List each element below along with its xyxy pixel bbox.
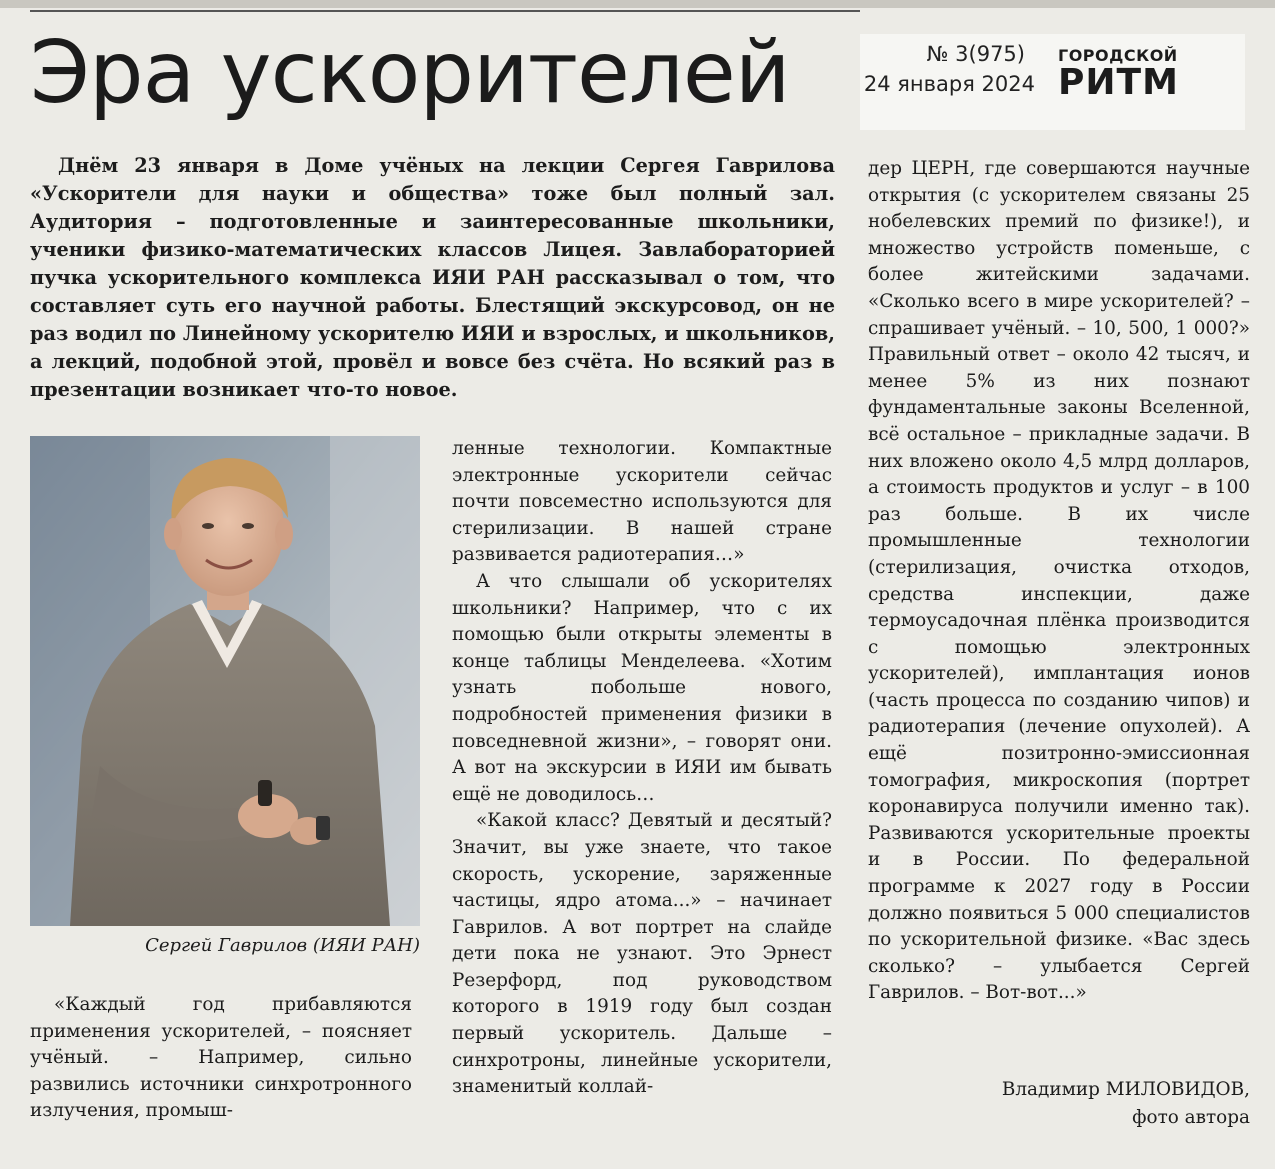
- paragraph: ленные технологии. Компактные электронные ускорители сейчас почти повсеместно используются для стерилизации. В нашей стране развивается радиотерапия…»: [452, 438, 832, 566]
- brand-title: РИТМ: [1058, 62, 1179, 103]
- article-lead: Днём 23 января в Доме учёных на лекции Сергея Гаврилова «Ускорители для науки и общества» тоже был полный зал. Аудитория – подготовленные и заинтересованные школьники, ученики физико-математических классов Лицея. Завлабораторией пучка ускорительного комплекса ИЯИ РАН рассказывал о том, что составляет суть его научной работы. Блестящий экскурсовод, он не раз водил по Линейному ускорителю ИЯИ и взрослых, и школьников, а лекций, подобной этой, провёл и вовсе без счёта. Но всякий раз в презентации возникает что-то новое.: [30, 154, 835, 401]
- issue-date: 24 января 2024: [863, 72, 1035, 96]
- top-divider-line: [30, 10, 860, 12]
- article-signature: [868, 1076, 1250, 1132]
- speaker-photo: [30, 436, 420, 926]
- photo-credit: фото автора: [1132, 1107, 1250, 1128]
- article-column-3: [868, 156, 1250, 1007]
- top-rule: [0, 0, 1275, 8]
- article-column-2: [452, 436, 832, 1101]
- brand-subtitle: ГОРОДСКОЙ: [1058, 46, 1178, 65]
- issue-number: № 3(975): [926, 42, 1025, 66]
- paragraph: дер ЦЕРН, где совершаются научные открытия (с ускорителем связаны 25 нобелевских премий по физике!), и множество устройств поменьше, с более житейскими задачами. «Сколько всего в мире ускорителей? – спрашивает учёный. – 10, 500, 1 000?» Правильный ответ – около 42 тысяч, и менее 5% из них познают фундаментальные законы Вселенной, всё остальное – прикладные задачи. В них вложено около 4,5 млрд долларов, а стоимость продуктов и услуг – в 100 раз больше. В их числе промышленные технологии (стерилизация, очистка отходов, средства инспекции, даже термоусадочная плёнка производится с помощью электронных ускорителей), имплантация ионов (часть процесса по созданию чипов) и радиотерапия (лечение опухолей). А ещё позитронно-эмиссионная томография, микроскопия (портрет коронавируса получили именно так). Развиваются ускорительные проекты и в России. По федеральной программе к 2027 году в России должно появиться 5 000 специалистов по ускорительной физике. «Вас здесь сколько? – улыбается Сергей Гаврилов. – Вот-вот...»: [868, 158, 1250, 1004]
- paragraph: А что слышали об ускорителях школьники? Например, что с их помощью были открыты элементы в конце таблицы Менделеева. «Хотим узнать побольше нового, подробностей применения физики в повседневной жизни», – говорят они. А вот на экскурсии в ИЯИ им бывать ещё не доводилось…: [452, 570, 832, 805]
- paragraph: «Какой класс? Девятый и десятый? Значит, вы уже знаете, что такое скорость, ускорение, заряженные частицы, ядро атома...» – начинает Гаврилов. А вот портрет на слайде дети пока не узнают. Это Эрнест Резерфорд, под руководством которого в 1919 году был создан первый ускоритель. Дальше – синхротроны, линейные ускорители, знаменитый коллай-: [452, 810, 832, 1098]
- masthead: [860, 34, 1245, 130]
- article-headline: Эра ускорителей: [30, 23, 790, 123]
- author-name: Владимир МИЛОВИДОВ,: [1001, 1079, 1250, 1100]
- photo-caption: Сергей Гаврилов (ИЯИ РАН): [145, 935, 420, 956]
- article-column-1: [30, 992, 412, 1125]
- paragraph: «Каждый год прибавляются применения ускорителей, – поясняет учёный. – Например, сильно развились источники синхротронного излучения, промыш-: [30, 994, 412, 1122]
